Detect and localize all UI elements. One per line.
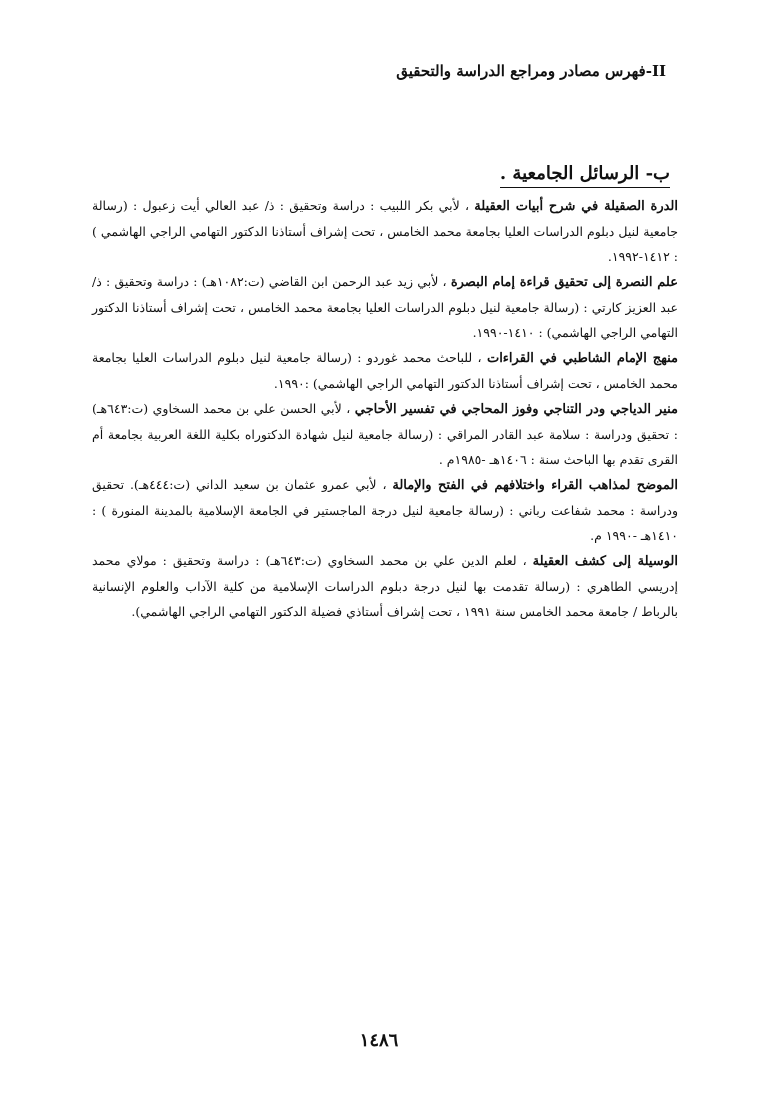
entry-body: ، لأبي بكر اللبيب : دراسة وتحقيق : ذ/ عبد العالي أيت زعبول : (رسالة جامعية لنيل دبلوم الدراسات العليا بجامعة محمد الخامس ، تحت إشراف أستاذنا الدكتور التهامي الراجي الهاشمي ) : ١٤١٢-١٩٩٢. [92,198,678,264]
bibliography-entry [92,472,678,548]
entry-title: منير الدياجي ودر التناجي وفوز المحاجي في تفسير الأحاجي [354,402,678,417]
entry-body: ، لأبي زيد عبد الرحمن ابن القاضي (ت:١٠٨٢هـ) : دراسة وتحقيق : ذ/ عبد العزيز كارتي : (رسالة جامعية لنيل دبلوم الدراسات العليا بجامعة محمد الخامس ، تحت إشراف أستاذنا الدكتور التهامي الراجي الهاشمي) : ١٤١٠-١٩٩٠. [92,274,678,340]
bibliography-entry [92,345,678,396]
bibliography-entry [92,396,678,472]
entry-title: الوسيلة إلى كشف العقيلة [532,554,678,569]
entry-body: ، للباحث محمد غوردو : (رسالة جامعية لنيل دبلوم الدراسات العليا بجامعة محمد الخامس ، تحت إشراف أستاذنا الدكتور التهامي الراجي الهاشمي) :١٩٩٠. [92,350,678,391]
section-heading: ب- الرسائل الجامعية . [500,163,670,188]
bibliography-entry [92,548,678,624]
bibliography-entry [92,193,678,269]
entry-body: ، لأبي الحسن علي بن محمد السخاوي (ت:٦٤٣هـ) : تحقيق ودراسة : سلامة عبد القادر المراقي : (رسالة جامعية لنيل شهادة الدكتوراه بكلية اللغة العربية بجامعة أم القرى تقدم بها الباحث سنة : ١٤٠٦هـ -١٩٨٥م . [92,401,678,467]
entry-title: الموضح لمذاهب القراء واختلافهم في الفتح والإمالة [392,478,678,493]
entry-title: علم النصرة إلى تحقيق قراءة إمام البصرة [450,275,678,290]
entry-title: الدرة الصقيلة في شرح أبيات العقيلة [474,199,678,214]
entry-title: منهج الإمام الشاطبي في القراءات [486,351,678,366]
bibliography-entry [92,269,678,345]
entry-body: ، لعلم الدين علي بن محمد السخاوي (ت:٦٤٣هـ) : دراسة وتحقيق : مولاي محمد إدريسي الطاهري : (رسالة تقدمت بها لنيل درجة دبلوم الدراسات الإسلامية من كلية الآداب والعلوم الإنسانية بالرباط / جامعة محمد الخامس سنة ١٩٩١ ، تحت إشراف أستاذي فضيلة الدكتور التهامي الراجي الهاشمي). [92,553,678,619]
page-number: ١٤٨٦ [359,1030,399,1051]
entry-body: ، لأبي عمرو عثمان بن سعيد الداني (ت:٤٤٤هـ). تحقيق ودراسة : محمد شفاعت رباني : (رسالة جامعية لنيل درجة الماجستير في الجامعة الإسلامية بالمدينة المنورة ) : ١٤١٠هـ -١٩٩٠ م. [92,477,678,543]
running-header: II-فهرس مصادر ومراجع الدراسة والتحقيق [396,62,666,80]
bibliography-list [92,193,678,624]
